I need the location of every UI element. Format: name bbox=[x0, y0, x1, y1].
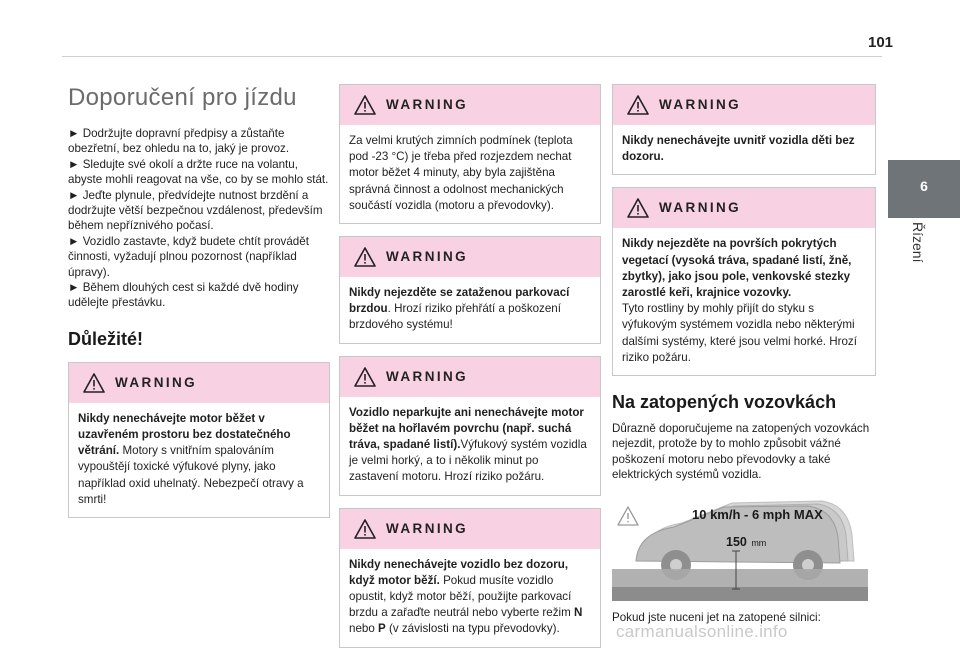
warning-header bbox=[340, 85, 600, 125]
warning-label: WARNING bbox=[386, 249, 469, 265]
warning-bold: Vozidlo neparkujte ani nenechávejte motor běžet na hořlavém povrchu (např. suchá tráva, spadané listí). bbox=[349, 405, 584, 452]
flood-heading: Na zatopených vozovkách bbox=[612, 392, 837, 413]
page-number: 101 bbox=[868, 34, 894, 51]
top-rule bbox=[62, 56, 882, 57]
flood-text: Důrazně doporučujeme na zatopených vozovkách nejezdit, protože by to mohlo způsobit vážné poškození motoru nebo převodovky a také elektrických systémů vozidla. bbox=[612, 422, 870, 482]
warning-bold: Nikdy nenechávejte uvnitř vozidla děti bez dozoru. bbox=[622, 134, 855, 164]
warning-normal: Pokud musíte vozidlo opustit, když motor běží, použijte parkovací brzdu a zařaďte neutrál nebo vyberte režim bbox=[349, 573, 574, 620]
warning-bold: Nikdy nejezděte se zataženou parkovací brzdou bbox=[349, 286, 570, 316]
water-depth-label bbox=[726, 533, 766, 551]
tip-3: ► Jeďte plynule, předvídejte nutnost brzdění a dodržujte větší bezpečnou vzdálenost, především během nepříznivého počasí. bbox=[68, 188, 323, 233]
warning-label: WARNING bbox=[659, 97, 742, 112]
section-title: Doporučení pro jízdu bbox=[68, 84, 297, 111]
warning-triangle-icon bbox=[83, 373, 105, 393]
warning-text bbox=[340, 277, 600, 343]
warning-box bbox=[339, 84, 601, 224]
warning-bold: Nikdy nejezděte na površích pokrytých vegetací (vysoká tráva, spadané listí, žně, zbytky), jako jsou pole, venkovské stezky zarostlé keři, krajnice vozovky. bbox=[622, 237, 852, 300]
warning-text bbox=[340, 397, 600, 495]
warning-box bbox=[339, 356, 601, 496]
warning-text bbox=[340, 549, 600, 647]
column-3 bbox=[612, 84, 876, 624]
warning-header bbox=[613, 85, 875, 125]
warning-label: WARNING bbox=[386, 97, 469, 112]
watermark: carmanualsonline.info bbox=[616, 622, 788, 641]
warning-triangle-icon bbox=[627, 198, 649, 218]
warning-triangle-icon bbox=[354, 95, 376, 115]
warning-box bbox=[68, 362, 330, 518]
chapter-number: 6 bbox=[920, 178, 928, 194]
warning-normal: . Hrozí riziko přehřátí a poškození brzdového systému! bbox=[349, 302, 561, 332]
warning-normal: Motory s vnitřním spalováním vypouštějí toxické výfukové plyny, jako například oxid uhelnatý. Nebezpečí otravy a smrti! bbox=[78, 444, 304, 506]
flooded-road-illustration bbox=[612, 495, 868, 601]
warning-normal: nebo bbox=[349, 622, 379, 636]
chapter-title bbox=[908, 222, 928, 282]
warning-text bbox=[69, 403, 329, 517]
figure-caption: Pokud jste nuceni jet na zatopené silnici: bbox=[612, 610, 821, 624]
warning-box bbox=[612, 187, 876, 376]
gear-p: P bbox=[378, 622, 386, 636]
warning-label: WARNING bbox=[386, 368, 469, 384]
warning-label: WARNING bbox=[386, 520, 469, 536]
speed-limit-label: 10 km/h - 6 mph MAX bbox=[692, 506, 823, 522]
warning-triangle-icon bbox=[354, 247, 376, 267]
warning-text bbox=[613, 228, 875, 375]
chapter-title-text: Řízení bbox=[910, 222, 926, 263]
water-depth-unit: mm bbox=[751, 537, 767, 548]
chapter-tab bbox=[888, 160, 960, 218]
warning-header bbox=[340, 357, 600, 397]
driving-tips bbox=[68, 126, 330, 311]
tip-1: ► Dodržujte dopravní předpisy a zůstaňte obezřetní, bez ohledu na to, jaký je provoz. bbox=[68, 127, 290, 156]
warning-bold: Nikdy nenechávejte motor běžet v uzavřeném prostoru bez dostatečného větrání. bbox=[78, 411, 291, 458]
warning-normal: Tyto rostliny by mohly přijít do styku s výfukovým systémem vozidla nebo některými dalšími systémy, které jsou velmi horké. Hrozí riziko požáru. bbox=[622, 302, 857, 364]
column-2 bbox=[339, 84, 601, 649]
warning-normal: Výfukový systém vozidla je velmi horký, a to i několik minut po zastavení motoru. Hrozí riziko požáru. bbox=[349, 438, 587, 484]
tip-5: ► Během dlouhých cest si každé dvě hodiny udělejte přestávku. bbox=[68, 281, 299, 310]
warning-text bbox=[613, 125, 875, 174]
tip-4: ► Vozidlo zastavte, když budete chtít provádět činnosti, vyžadují plnou pozornost (například úpravy). bbox=[68, 234, 309, 279]
warning-header bbox=[340, 509, 600, 549]
tip-2: ► Sledujte své okolí a držte ruce na volantu, abyste mohli reagovat na vše, co by se mohlo stát. bbox=[68, 157, 329, 187]
warning-header bbox=[69, 363, 329, 403]
warning-triangle-icon bbox=[354, 367, 376, 387]
warning-header bbox=[340, 237, 600, 277]
column-1 bbox=[68, 80, 330, 530]
warning-label: WARNING bbox=[115, 374, 198, 390]
warning-box bbox=[339, 236, 601, 344]
warning-triangle-icon bbox=[354, 519, 376, 539]
warning-box bbox=[612, 84, 876, 175]
warning-triangle-icon bbox=[627, 95, 649, 115]
water-depth-value: 150 bbox=[726, 534, 747, 549]
warning-label: WARNING bbox=[659, 200, 742, 216]
important-heading: Důležité! bbox=[68, 328, 144, 349]
warning-bold: Nikdy nenechávejte vozidlo bez dozoru, když motor běží. bbox=[349, 557, 569, 587]
warning-normal: (v závislosti na typu převodovky). bbox=[385, 622, 560, 636]
warning-header bbox=[613, 188, 875, 228]
warning-box bbox=[339, 508, 601, 648]
gear-n: N bbox=[573, 606, 583, 620]
warning-text: Za velmi krutých zimních podmínek (teplota pod -23 °C) je třeba před rozjezdem nechat motor běžet 4 minuty, aby byla zajištěna správná činnost a odolnost mechanických součástí vozidla (motoru a převodovky). bbox=[349, 134, 573, 212]
